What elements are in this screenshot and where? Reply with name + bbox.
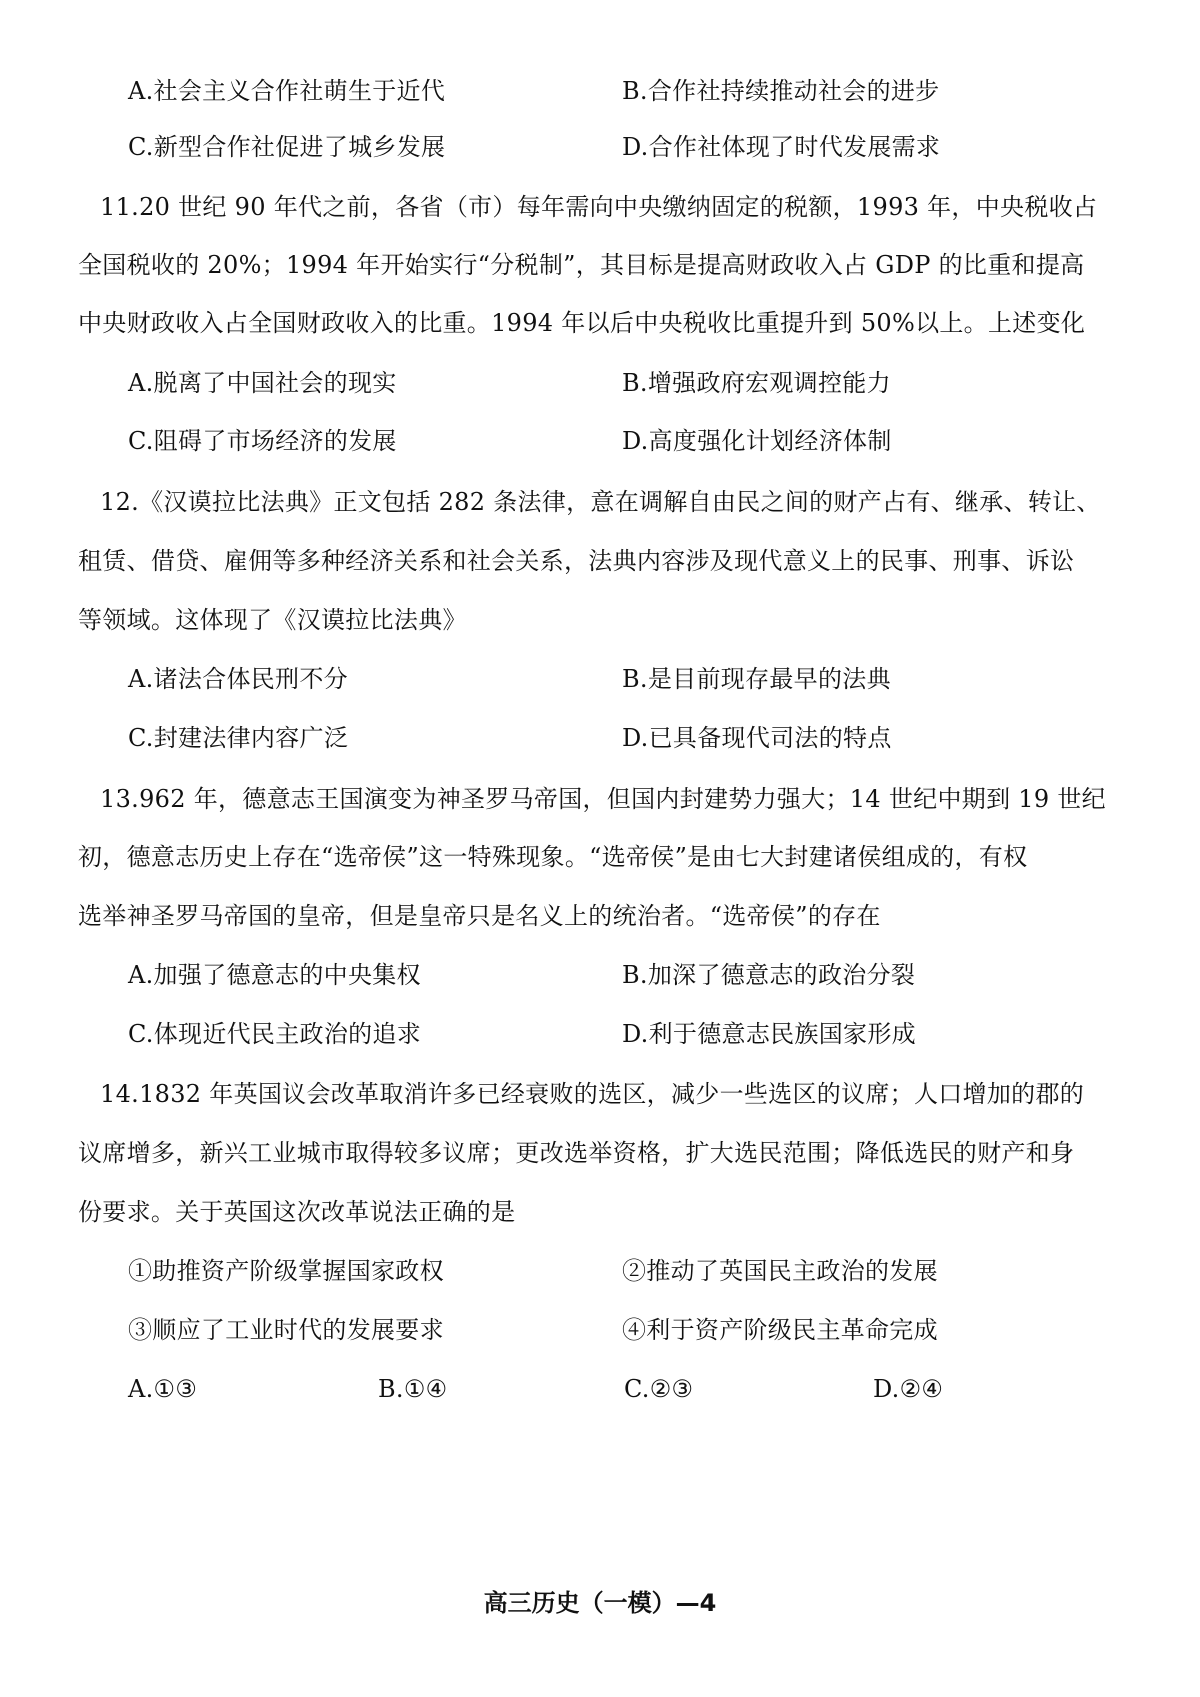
q12-stem-line-3: 等领域。这体现了《汉谟拉比法典》 bbox=[78, 606, 467, 634]
q13-stem-line-1: 13.962 年，德意志王国演变为神圣罗马帝国，但国内封建势力强大；14 世纪中期到 19 世纪 bbox=[100, 785, 1106, 813]
q14-statement-3: ③顺应了工业时代的发展要求 bbox=[128, 1316, 444, 1344]
q10-option-d: D.合作社体现了时代发展需求 bbox=[622, 133, 941, 161]
q14-stem-line-2: 议席增多，新兴工业城市取得较多议席；更改选举资格，扩大选民范围；降低选民的财产和身 bbox=[78, 1139, 1075, 1167]
q10-option-a: A.社会主义合作社萌生于近代 bbox=[128, 77, 446, 105]
q13-stem-line-3: 选举神圣罗马帝国的皇帝，但是皇帝只是名义上的统治者。“选帝侯”的存在 bbox=[78, 902, 881, 930]
q14-statement-1: ①助推资产阶级掌握国家政权 bbox=[128, 1257, 444, 1285]
q14-statement-4: ④利于资产阶级民主革命完成 bbox=[622, 1316, 938, 1344]
q10-option-c: C.新型合作社促进了城乡发展 bbox=[128, 133, 446, 161]
page-footer: 高三历史（一模）—4 bbox=[483, 1589, 717, 1617]
q11-stem-line-1: 11.20 世纪 90 年代之前，各省（市）每年需向中央缴纳固定的税额，1993 年，中央税收占 bbox=[100, 193, 1098, 221]
q11-option-a: A.脱离了中国社会的现实 bbox=[128, 369, 397, 397]
q12-option-c: C.封建法律内容广泛 bbox=[128, 724, 349, 752]
q11-stem-line-3: 中央财政收入占全国财政收入的比重。1994 年以后中央税收比重提升到 50%以上。上述变化 bbox=[78, 309, 1086, 337]
q14-stem-line-3: 份要求。关于英国这次改革说法正确的是 bbox=[78, 1198, 516, 1226]
q11-option-c: C.阻碍了市场经济的发展 bbox=[128, 427, 397, 455]
q11-option-d: D.高度强化计划经济体制 bbox=[622, 427, 892, 455]
q11-option-b: B.增强政府宏观调控能力 bbox=[622, 369, 891, 397]
q14-option-d: D.②④ bbox=[873, 1375, 944, 1403]
q12-option-b: B.是目前现存最早的法典 bbox=[622, 665, 891, 693]
q13-stem-line-2: 初，德意志历史上存在“选帝侯”这一特殊现象。“选帝侯”是由七大封建诸侯组成的，有权 bbox=[78, 843, 1028, 871]
q13-option-b: B.加深了德意志的政治分裂 bbox=[622, 961, 916, 989]
q13-option-a: A.加强了德意志的中央集权 bbox=[128, 961, 421, 989]
q13-option-c: C.体现近代民主政治的追求 bbox=[128, 1020, 422, 1048]
q12-option-a: A.诸法合体民刑不分 bbox=[128, 665, 348, 693]
q12-stem-line-2: 租赁、借贷、雇佣等多种经济关系和社会关系，法典内容涉及现代意义上的民事、刑事、诉讼 bbox=[78, 547, 1075, 575]
q10-option-b: B.合作社持续推动社会的进步 bbox=[622, 77, 940, 105]
q14-option-b: B.①④ bbox=[378, 1375, 448, 1403]
q12-option-d: D.已具备现代司法的特点 bbox=[622, 724, 892, 752]
q14-option-c: C.②③ bbox=[624, 1375, 694, 1403]
q12-stem-line-1: 12.《汉谟拉比法典》正文包括 282 条法律，意在调解自由民之间的财产占有、继承、转让、 bbox=[100, 488, 1101, 516]
q14-option-a: A.①③ bbox=[128, 1375, 198, 1403]
q14-statement-2: ②推动了英国民主政治的发展 bbox=[622, 1257, 938, 1285]
q13-option-d: D.利于德意志民族国家形成 bbox=[622, 1020, 916, 1048]
q14-stem-line-1: 14.1832 年英国议会改革取消许多已经衰败的选区，减少一些选区的议席；人口增加的郡的 bbox=[100, 1080, 1085, 1108]
q11-stem-line-2: 全国税收的 20%；1994 年开始实行“分税制”，其目标是提高财政收入占 GDP 的比重和提高 bbox=[78, 251, 1085, 279]
